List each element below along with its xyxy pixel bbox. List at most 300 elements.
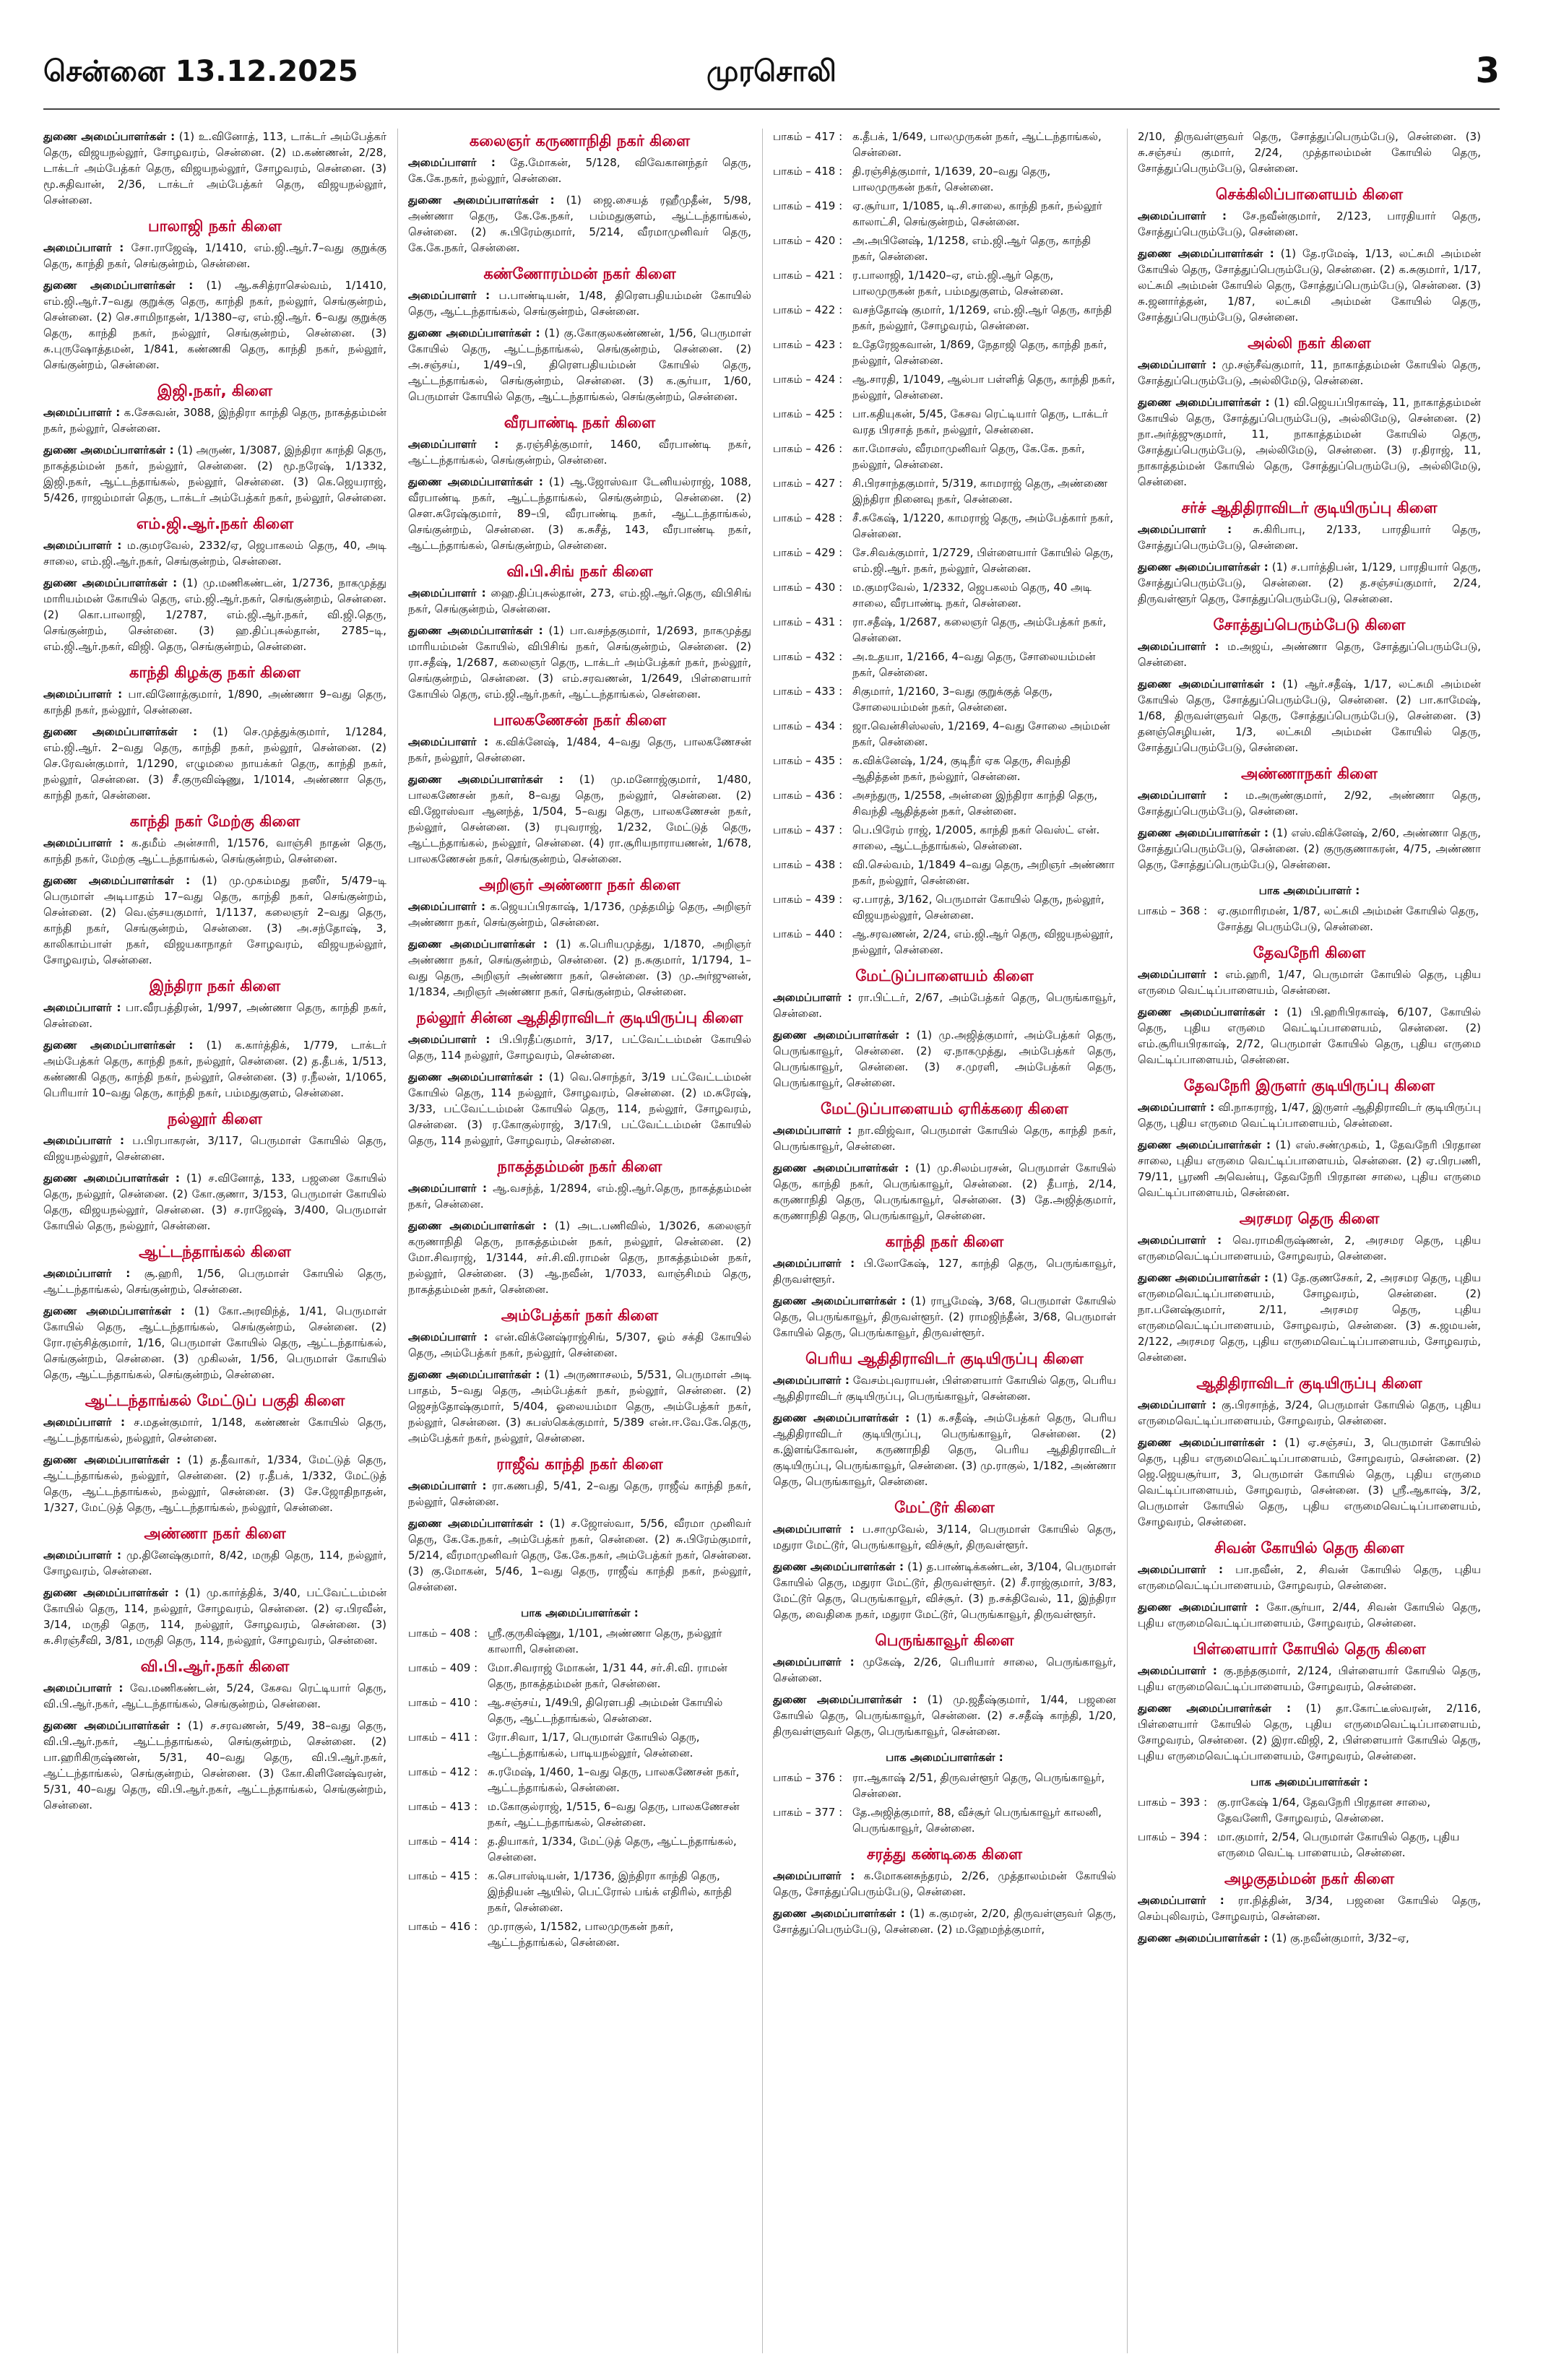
booth-number: பாகம் – 419 : xyxy=(773,199,843,212)
role-label: அமைப்பாளர் : xyxy=(1138,1398,1216,1411)
member-entry xyxy=(43,1133,386,1164)
member-details: (1) க.கார்த்திக், 1/779, டாக்டர் அம்பேத்கர் தெரு, காந்தி நகர், நல்லூர், சென்னை. (2) த.தீபக், 1/513, கண்ணகி தெரு, காந்தி நகர், நல்லூர், சென்னை. (3) ர.நீலன், 1/1065, பெரியார் 10–வது தெரு, காந்தி நகர், பம்மதுகுளம், சென்னை. xyxy=(43,1039,386,1099)
branch-section xyxy=(408,877,751,1000)
member-details: ப.சாமுவேல், 3/114, பெருமாள் கோயில் தெரு, மதுரா மேட்டூர், பெருங்காவூர், விச்சூர், திருவள்ளூர். xyxy=(773,1523,1116,1552)
member-entry xyxy=(408,1515,751,1595)
member-entry xyxy=(408,1367,751,1446)
branch-title: அம்பேத்கர் நகர் கிளை xyxy=(501,1307,659,1324)
booth-row xyxy=(773,649,1116,680)
member-entry xyxy=(1138,394,1481,490)
booth-number: பாகம் – 433 : xyxy=(773,685,843,698)
member-details: பி.பிரதீப்குமார், 3/17, பட்வேட்டம்மன் கோயில் தெரு, 114 நல்லூர், சோழவரம், சென்னை. xyxy=(408,1033,751,1062)
branch-title: செக்கிலிப்பாளையம் கிளை xyxy=(1215,186,1404,203)
branch-title: கண்ணோரம்மன் நகர் கிளை xyxy=(483,265,676,282)
booth-row xyxy=(773,337,1116,368)
booth-number: பாகம் – 376 : xyxy=(773,1771,843,1784)
branch-section xyxy=(773,968,1116,1091)
branch-section xyxy=(1138,1871,1481,1946)
booth-row xyxy=(773,475,1116,507)
member-details: (1) செ.முத்துக்குமார், 1/1284, எம்.ஜி.ஆர். 2–வது தெரு, காந்தி நகர், நல்லூர், சென்னை. (2) செ.ரேவன்குமார், 1/1290, எழுமலை நாயக்கர் தெரு, காந்தி நகர், நல்லூர், சென்னை. (3) சீ.குருவிஷ்ணு, 1/1014, அண்ணா தெரு, காந்தி நகர், சென்னை. xyxy=(43,725,386,802)
branch-section xyxy=(773,1234,1116,1341)
member-entry xyxy=(43,1718,386,1813)
booth-details: ர.பாலாஜி, 1/1420–ஏ, எம்.ஜி.ஆர் தெரு, பாலமுருகன் நகர், பம்மதுகுளம், சென்னை. xyxy=(852,269,1064,298)
role-label: துணை அமைப்பாளர்கள் : xyxy=(43,1039,194,1052)
booth-row xyxy=(773,302,1116,334)
role-label: அமைப்பாளர் : xyxy=(43,688,123,701)
column-divider xyxy=(397,129,398,2353)
booth-row xyxy=(773,579,1116,611)
member-details: (1) ஏ.சஞ்சய், 3, பெருமாள் கோயில் தெரு, புதிய எருமைவெட்டிப்பாளையம், சோழவரம், சென்னை. (2) ஜெ.ஜெயசூர்யா, 3, பெருமாள் கோயில் தெரு, புதிய எருமை வெட்டிப்பாளையம், சோழவரம், சென்னை. (3) ஸ்ரீ.ஆகாஷ், 3/2, பெருமாள் கோயில் தெரு, புதிய எருமைவெட்டிப்பாளையம், சோழவரம், சென்னை. xyxy=(1138,1436,1481,1528)
branch-title: மேட்டுப்பாளையம் ஏரிக்கரை கிளை xyxy=(821,1100,1068,1117)
member-entry xyxy=(408,899,751,930)
role-label: துணை அமைப்பாளர்கள் : xyxy=(408,1368,540,1381)
member-entry xyxy=(408,325,751,404)
member-details: கு.நந்தகுமார், 2/124, பிள்ளையார் கோயில் தெரு, புதிய எருமைவெட்டிப்பாளையம், சோழவரம், சென்னை. xyxy=(1138,1664,1481,1693)
member-details: க.சேசுவன், 3088, இந்திரா காந்தி தெரு, நாகத்தம்மன் நகர், நல்லூர், சென்னை. xyxy=(43,406,386,435)
branch-title: பிள்ளையார் கோயில் தெரு கிளை xyxy=(1193,1640,1426,1658)
role-label: அமைப்பாளர் : xyxy=(408,289,490,302)
role-label: துணை அமைப்பாளர்கள் : xyxy=(1138,826,1268,839)
member-entry xyxy=(1138,129,1481,176)
booth-row xyxy=(1138,1794,1481,1826)
booth-number: பாகம் – 440 : xyxy=(773,927,843,940)
branch-title: ஆட்டந்தாங்கல் கிளை xyxy=(139,1243,291,1260)
role-label: துணை அமைப்பாளர்கள் : xyxy=(43,1586,179,1599)
booth-number: பாகம் – 418 : xyxy=(773,165,843,178)
member-entry xyxy=(408,623,751,702)
branch-section xyxy=(1138,766,1481,873)
member-entry xyxy=(408,155,751,186)
role-label: துணை அமைப்பாளர்கள் : xyxy=(408,194,555,207)
member-details: (1) ச.சரவணன், 5/49, 38–வது தெரு, வி.பி.ஆர்.நகர், ஆட்டந்தாங்கல், செங்குன்றம், சென்னை. (2) பா.ஹரிகிருஷ்ணன், 5/31, 40–வது தெரு, வி.பி.ஆர்.நகர், ஆட்டந்தாங்கல், செங்குன்றம், சென்னை. (3) கோ.கிளினேஷ்வரன், 5/31, 40–வது தெரு, வி.பி.ஆர்.நகர், ஆட்டந்தாங்கல், செங்குன்றம், சென்னை. xyxy=(43,1719,386,1812)
booth-number: பாகம் – 420 : xyxy=(773,234,843,247)
member-entry xyxy=(43,537,386,569)
branch-title: அறிஞர் அண்ணா நகர் கிளை xyxy=(479,876,680,893)
role-label: துணை அமைப்பாளர்கள் : xyxy=(773,1693,917,1706)
member-details: (1) த.பாண்டிக்கண்டன், 3/104, பெருமாள் கோயில் தெரு, மதுரா மேட்டூர், திருவள்ளூர். (2) சீ.ராஜ்குமார், 3/83, மேட்டூர் தெரு, பெருங்காவூர், விச்சூர். (3) ந.சக்திவேல், 11, இந்திரா தெரு, வைதிகை நகர், மதுரா மேட்டூர், பெருங்காவூர், திருவள்ளூர். xyxy=(773,1560,1116,1621)
booth-row xyxy=(773,371,1116,403)
member-details: (1) அட.பணிவில், 1/3026, கலைஞர் கருணாநிதி தெரு, நாகத்தம்மன் நகர், நல்லூர், சென்னை. (2) மோ.சிவராஜ், 1/3144, சர்.சி.வி.ராமன் தெரு, நாகத்தம்மன் நகர், நல்லூர், சென்னை. (3) ஆ.நவீன், 1/7033, வாஞ்சிமம் தெரு, நாகத்தம்மன் நகர், சென்னை. xyxy=(408,1219,751,1296)
member-entry xyxy=(773,1372,1116,1404)
column-divider xyxy=(1127,129,1128,2353)
role-label: துணை அமைப்பாளர்கள் : xyxy=(773,1161,909,1174)
booth-details: கா.மோசஸ், வீரமாமுனிவர் தெரு, கே.கே. நகர், நல்லூர், சென்னை. xyxy=(852,442,1085,471)
member-entry xyxy=(1138,1397,1481,1429)
member-entry xyxy=(773,1160,1116,1224)
member-details: 2/10, திருவள்ளுவர் தெரு, சோத்துப்பெரும்பேடு, சென்னை. (3) சு.சஞ்சய் குமார், 2/24, முத்தாலம்மன் கோயில் தெரு, சோத்துப்பெரும்பேடு, சென்னை. xyxy=(1138,130,1481,175)
branch-section xyxy=(408,1010,751,1148)
member-details: பா.நவீன், 2, சிவன் கோயில் தெரு, புதிய எருமைவெட்டிப்பாளையம், சோழவரம், சென்னை. xyxy=(1138,1563,1481,1592)
booth-row xyxy=(773,545,1116,576)
member-details: (1) தே.குணசேகர், 2, அரசமர தெரு, புதிய எருமைவெட்டிப்பாளையம், சோழவரம், சென்னை. (2) நா.பனேஷ்குமார், 2/11, அரசமர தெரு, புதிய எருமைவெட்டிப்பாளையம், சோழவரம், சென்னை. (3) சு.ஜமயன், 2/122, அரசமர தெரு, புதிய எருமைவெட்டிப்பாளையம், சோழவரம், சென்னை. xyxy=(1138,1271,1481,1364)
booth-details: ஜா.வென்சிஸ்லஸ், 1/2169, 4–வது சோலை அம்மன் நகர், சென்னை. xyxy=(852,719,1110,748)
role-label: அமைப்பாளர் : xyxy=(43,241,124,254)
branch-section xyxy=(408,415,751,553)
member-entry xyxy=(773,1521,1116,1553)
role-label: துணை அமைப்பாளர்கள் : xyxy=(1138,678,1276,691)
branch-section xyxy=(408,1307,751,1446)
booth-details: ஏ.பாரத், 3/162, பெருமாள் கோயில் தெரு, நல்லூர், விஜயநல்லூர், சென்னை. xyxy=(852,893,1105,922)
booth-details: பெ.பிரேம் ராஜ், 1/2005, காந்தி நகர் வெஸ்ட் என். சாலை, ஆட்டந்தாங்கல், சென்னை. xyxy=(852,823,1100,852)
role-label: துணை அமைப்பாளர்கள் : xyxy=(773,1411,910,1424)
branch-section xyxy=(43,813,386,968)
column-2 xyxy=(408,129,751,1960)
member-entry xyxy=(43,1547,386,1579)
member-entry xyxy=(408,287,751,319)
branch-section xyxy=(43,1393,386,1515)
booth-details: க.தீபக், 1/649, பாலமுருகன் நகர், ஆட்டந்தாங்கல், சென்னை. xyxy=(852,130,1102,159)
member-entry xyxy=(408,192,751,256)
member-details: பா.வினோத்குமார், 1/890, அண்ணா 9–வது தெரு, காந்தி நகர், நல்லூர், சென்னை. xyxy=(43,688,386,717)
role-label: அமைப்பாளர் : xyxy=(773,1124,852,1137)
member-details: தே.மோகன், 5/128, விவேகானந்தர் தெரு, கே.கே.நகர், நல்லூர், சென்னை. xyxy=(408,156,751,185)
member-entry xyxy=(1138,1137,1481,1200)
role-label: அமைப்பாளர் : xyxy=(408,1033,490,1046)
role-label: துணை அமைப்பாளர்கள் : xyxy=(1138,1931,1268,1944)
booth-row xyxy=(408,1729,751,1761)
booth-number: பாகம் – 429 : xyxy=(773,546,843,559)
booth-details: ஆ.சரவணன், 2/24, எம்.ஜி.ஆர் தெரு, விஜயநல்லூர், நல்லூர், சென்னை. xyxy=(852,927,1114,956)
role-label: அமைப்பாளர் : xyxy=(43,1134,125,1147)
member-details: க.ஜெயப்பிரகாஷ், 1/1736, முத்தமிழ் தெரு, அறிஞர் அண்ணா நகர், செங்குன்றம், சென்னை. xyxy=(408,900,751,929)
role-label: துணை அமைப்பாளர்கள் : xyxy=(1138,1271,1269,1284)
branch-section xyxy=(773,1846,1116,1937)
member-details: க.தமீம் அன்சாரி, 1/1576, வாஞ்சி நாதன் தெரு, காந்தி நகர், மேற்கு ஆட்டந்தாங்கல், செங்குன்றம், சென்னை. xyxy=(43,836,386,865)
member-entry xyxy=(408,1069,751,1148)
member-entry xyxy=(773,990,1116,1021)
role-label: துணை அமைப்பாளர்கள் : xyxy=(1138,1138,1271,1151)
subheading: பாக அமைப்பாளர்கள் : xyxy=(1250,1775,1368,1788)
branch-title: ஆதிதிராவிடர் குடியிருப்பு கிளை xyxy=(1196,1375,1422,1392)
subheading: பாக அமைப்பாளர் : xyxy=(1258,884,1360,897)
branch-section xyxy=(1138,335,1481,490)
booth-row xyxy=(408,1625,751,1657)
branch-section xyxy=(1138,945,1481,1068)
booth-number: பாகம் – 439 : xyxy=(773,893,843,906)
branch-section xyxy=(773,1749,1116,1836)
booth-number: பாகம் – 432 : xyxy=(773,650,843,663)
role-label: துணை அமைப்பாளர்கள் : xyxy=(408,326,540,339)
branch-title: சிவன் கோயில் தெரு கிளை xyxy=(1214,1539,1404,1557)
booth-number: பாகம் – 428 : xyxy=(773,511,843,524)
member-details: வே.மணிகண்டன், 5/24, கேசவ ரெட்டியார் தெரு, வி.பி.ஆர்.நகர், ஆட்டந்தாங்கல், செங்குன்றம், சென்னை. xyxy=(43,1682,386,1710)
member-details: (1) மு.கார்த்திக், 3/40, பட்வேட்டம்மன் கோயில் தெரு, 114, நல்லூர், சோழவரம், சென்னை. (2) ஏ.பிரவீன், 3/14, மருதி தெரு, 114, நல்லூர், சோழவரம், சென்னை. (3) சு.சிரஞ்சீவி, 3/81, மருதி தெரு, 114, நல்லூர், சோழவரம், சென்னை. xyxy=(43,1586,386,1647)
member-details: முகேஷ், 2/26, பெரியார் சாலை, பெருங்காவூர், சென்னை. xyxy=(773,1656,1116,1684)
branch-title: எம்.ஜி.ஆர்.நகர் கிளை xyxy=(136,515,294,532)
column-1 xyxy=(43,129,386,1823)
role-label: துணை அமைப்பாளர்கள் : xyxy=(408,773,563,786)
role-label: துணை அமைப்பாளர்கள் : xyxy=(43,279,194,292)
role-label: அமைப்பாளர் : xyxy=(1138,1894,1224,1907)
member-entry xyxy=(773,1692,1116,1739)
booth-details: ம.குமரவேல், 1/2332, ஜெபகலம் தெரு, 40 அடி சாலை, வீரபாண்டி நகர், சென்னை. xyxy=(852,581,1092,610)
member-entry xyxy=(1138,1270,1481,1365)
branch-title: பெருங்காவூர் கிளை xyxy=(875,1632,1014,1649)
role-label: அமைப்பாளர் : xyxy=(1138,968,1219,981)
booth-details: பா.கதியுகன், 5/45, கேசவ ரெட்டியார் தெரு, டாக்டர் வரத பிரசாத் நகர், நல்லூர், சென்னை. xyxy=(852,407,1108,436)
role-label: துணை அமைப்பாளர்கள் : xyxy=(1138,561,1268,574)
role-label: அமைப்பாளர் : xyxy=(1138,1563,1224,1576)
branch-section xyxy=(408,1605,751,1950)
branch-section xyxy=(1138,186,1481,325)
member-entry xyxy=(773,1905,1116,1937)
branch-title: அண்ணாநகர் கிளை xyxy=(1241,765,1378,782)
branch-section xyxy=(408,1456,751,1595)
member-entry xyxy=(408,734,751,766)
member-entry xyxy=(408,936,751,1000)
branch-section xyxy=(43,978,386,1101)
role-label: அமைப்பாளர் : xyxy=(773,1257,855,1270)
role-label: அமைப்பாளர் : xyxy=(773,1656,855,1669)
page-number: 3 xyxy=(1475,51,1500,91)
member-entry xyxy=(43,240,386,272)
booth-row xyxy=(408,1764,751,1796)
member-entry xyxy=(408,585,751,617)
booth-details: தி.ரஞ்சித்குமார், 1/1639, 20–வது தெரு, பாலமுருகன் நகர், சென்னை. xyxy=(852,165,1051,194)
booth-number: பாகம் – 408 : xyxy=(408,1627,478,1640)
member-details: சே.நவீன்குமார், 2/123, பாரதியார் தெரு, சோத்துப்பெரும்பேடு, சென்னை. xyxy=(1138,209,1481,238)
member-details: சு.கிரிபாபு, 2/133, பாரதியார் தெரு, சோத்துப்பெரும்பேடு, சென்னை. xyxy=(1138,523,1481,552)
member-entry xyxy=(408,436,751,468)
booth-row xyxy=(773,926,1116,958)
member-entry xyxy=(43,873,386,968)
booth-number: பாகம் – 416 : xyxy=(408,1920,478,1933)
member-entry xyxy=(1138,1562,1481,1593)
member-details: மு.சஞ்சீவ்குமார், 11, நாகாத்தம்மன் கோயில் தெரு, சோத்துப்பெரும்பேடு, அல்லிமேடு, சென்னை. xyxy=(1138,358,1481,387)
member-details: ச.மதன்குமார், 1/148, கண்ணன் கோயில் தெரு, ஆட்டந்தாங்கல், நல்லூர், சென்னை. xyxy=(43,1416,386,1445)
member-entry xyxy=(1138,1232,1481,1264)
role-label: துணை அமைப்பாளர்கள் : xyxy=(773,1029,910,1042)
branch-title: அரசமர தெரு கிளை xyxy=(1239,1210,1380,1227)
booth-row xyxy=(1138,903,1481,935)
member-details: (1) மு.மனோஜ்குமார், 1/480, பாலகணேசன் நகர், 8–வது தெரு, நல்லூர், சென்னை. (2) வி.ஜோஸ்வா ஆனந்த், 1/504, 5–வது தெரு, பாலகணேசன் நகர், நல்லூர், சென்னை. (3) ரபுவராஜ், 1/232, மேட்டுத் தெரு, ஆட்டந்தாங்கல், நல்லூர், சென்னை. (4) ரா.சூரியநாராயணன், 1/678, பாலகணேசன் நகர், செங்குன்றம், சென்னை. xyxy=(408,773,751,865)
member-entry xyxy=(43,835,386,867)
role-label: துணை அமைப்பாளர்கள் : xyxy=(408,1517,544,1530)
branch-title: ஆட்டந்தாங்கல் மேட்டுப் பகுதி கிளை xyxy=(85,1392,345,1409)
member-entry xyxy=(408,1180,751,1212)
branch-section xyxy=(1138,617,1481,756)
branch-title: இஜி.நகர், கிளை xyxy=(157,382,272,399)
member-entry xyxy=(1138,639,1481,670)
branch-section xyxy=(773,129,1116,958)
branch-title: கலைஞர் கருணாநிதி நகர் கிளை xyxy=(469,132,691,150)
role-label: அமைப்பாளர் : xyxy=(43,1416,126,1429)
booth-details: வி.செல்வம், 1/1849 4–வது தெரு, அறிஞர் அண்ணா நகர், நல்லூர், சென்னை. xyxy=(852,858,1115,887)
branch-section xyxy=(773,1101,1116,1224)
member-details: (1) த.தீவாகர், 1/334, மேட்டுத் தெரு, ஆட்டந்தாங்கல், நல்லூர், சென்னை. (2) ர.தீபக், 1/332, மேட்டுத் தெரு, ஆட்டந்தாங்கல், நல்லூர், சென்னை. (3) சே.ஜோதிநாதன், 1/327, மேட்டுத் தெரு, ஆட்டந்தாங்கல், நல்லூர், சென்னை. xyxy=(43,1453,386,1514)
member-entry xyxy=(1138,522,1481,553)
booth-details: ஆ.சஞ்சய், 1/49பி, திரௌபதி அம்மன் கோயில் தெரு, ஆட்டந்தாங்கல், சென்னை. xyxy=(488,1696,723,1725)
header-rule xyxy=(43,108,1500,110)
role-label: துணை அமைப்பாளர்கள் : xyxy=(43,1719,181,1732)
booth-number: பாகம் – 411 : xyxy=(408,1731,478,1744)
member-entry xyxy=(1138,208,1481,240)
role-label: அமைப்பாளர் : xyxy=(43,1267,131,1280)
member-details: (1) ச.ஜோஸ்வா, 5/56, வீரமா முனிவர் தெரு, கே.கே.நகர், அம்பேத்கர் நகர், சென்னை. (2) சு.பிரேம்குமார், 5/214, வீரமாமுனிவர் தெரு, கே.கே.நகர், அம்பேத்கர் நகர், சென்னை. (3) கு.மோகன், 5/46, 1–வது தெரு, ராஜீவ் காந்தி நகர், நல்லூர், சென்னை. xyxy=(408,1517,751,1593)
booth-number: பாகம் – 412 : xyxy=(408,1765,478,1778)
member-details: ரா.கணபதி, 5/41, 2–வது தெரு, ராஜீவ் காந்தி நகர், நல்லூர், சென்னை. xyxy=(408,1479,751,1508)
branch-section xyxy=(408,563,751,702)
branch-title: அண்ணா நகர் கிளை xyxy=(144,1525,286,1542)
member-details: ரா.பிட்டர், 2/67, அம்பேத்கர் தெரு, பெருங்காவூர், சென்னை. xyxy=(773,991,1116,1020)
member-details: (1) கு.கோகுலகண்ணன், 1/56, பெருமாள் கோயில் தெரு, ஆட்டந்தாங்கல், செங்குன்றம், சென்னை. (2) அ.சஞ்சய், 1/49–பி, திரௌபதியம்மன் கோயில் தெரு, ஆட்டந்தாங்கல், செங்குன்றம், சென்னை. (3) க.சூர்யா, 1/60, பெருமாள் கோயில் தெரு, ஆட்டந்தாங்கல், செங்குன்றம், சென்னை. xyxy=(408,326,751,403)
booth-row xyxy=(773,718,1116,750)
member-details: (1) தா.கோட்டீஸ்வரன், 2/116, பிள்ளையார் கோயில் தெரு, புதிய எருமைவெட்டிப்பாளையம், சோழவரம், சென்னை. (2) இரா.விஜி, 2, பிள்ளையார் கோயில் தெரு, புதிய எருமைவெட்டிப்பாளையம், சோழவரம், சென்னை. xyxy=(1138,1702,1481,1762)
member-details: (1) மு.முகம்மது நஸீர், 5/479–டி பெருமாள் அடிபாதம் 17–வது தெரு, காந்தி நகர், செங்குன்றம், சென்னை. (2) வெ.ஞ்சயகுமார், 1/1137, கலைஞர் 2–வது தெரு, காந்தி நகர், செங்குன்றம், சென்னை. (3) அ.சந்தோஷ், 3, காலிகாம்பாள் நகர், விஜயகாநாதர் சோழவரம், விஜயநல்லூர், சோழவரம், சென்னை. xyxy=(43,874,386,966)
member-details: பா.வீரபத்திரன், 1/997, அண்ணா தெரு, காந்தி நகர், சென்னை. xyxy=(43,1001,386,1030)
booth-details: சு.ரமேஷ், 1/460, 1–வது தெரு, பாலகணேசன் நகர், ஆட்டந்தாங்கல், சென்னை. xyxy=(488,1765,740,1794)
branch-title: ராஜீவ் காந்தி நகர் கிளை xyxy=(496,1455,663,1473)
member-entry xyxy=(408,1031,751,1063)
branch-title: நாகத்தம்மன் நகர் கிளை xyxy=(497,1158,662,1175)
role-label: துணை அமைப்பாளர்கள் : xyxy=(1138,1005,1279,1018)
booth-number: பாகம் – 430 : xyxy=(773,581,843,594)
member-details: சோ.ராஜேஷ், 1/1410, எம்.ஜி.ஆர்.7–வது குறுக்கு தெரு, காந்தி நகர், செங்குன்றம், சென்னை. xyxy=(43,241,386,270)
booth-row xyxy=(773,614,1116,646)
member-entry xyxy=(43,1680,386,1712)
member-entry xyxy=(43,277,386,373)
branch-section xyxy=(1138,500,1481,607)
booth-number: பாகம் – 414 : xyxy=(408,1835,478,1848)
role-label: அமைப்பாளர் : xyxy=(43,1001,121,1014)
booth-number: பாகம் – 421 : xyxy=(773,269,843,282)
booth-details: ஏ.சூர்யா, 1/1085, டி.சி.சாலை, காந்தி நகர், நல்லூர் காலாட்சி, செங்குன்றம், சென்னை. xyxy=(852,199,1102,228)
role-label: துணை அமைப்பாளர்கள் : xyxy=(773,1907,905,1920)
member-details: ம.அருண்குமார், 2/92, அண்ணா தெரு, சோத்துப்பெரும்பேடு, சென்னை. xyxy=(1138,789,1481,818)
member-entry xyxy=(43,1000,386,1031)
member-details: (1) ச.வினோத், 133, பஜனை கோயில் தெரு, நல்லூர், சென்னை. (2) கோ.குணா, 3/153, பெருமாள் கோயில் தெரு, விஜயநல்லூர், சென்னை. (3) ச.ராஜேஷ், 3/400, பெருமாள் கோயில் தெரு, நல்லூர், சென்னை. xyxy=(43,1172,386,1232)
member-entry xyxy=(1138,1435,1481,1530)
branch-title: காந்தி நகர் கிளை xyxy=(885,1233,1004,1250)
member-details: கு.பிரசாந்த், 3/24, பெருமாள் கோயில் தெரு, புதிய எருமைவெட்டிப்பாளையம், சோழவரம், சென்னை. xyxy=(1138,1398,1481,1427)
member-entry xyxy=(43,442,386,506)
role-label: அமைப்பாளர் : xyxy=(1138,1664,1217,1677)
role-label: அமைப்பாளர் : xyxy=(1138,1101,1215,1114)
role-label: துணை அமைப்பாளர்கள் : xyxy=(1138,1702,1292,1715)
member-entry xyxy=(43,1170,386,1234)
role-label: துணை அமைப்பாளர்கள் : xyxy=(43,1172,180,1185)
member-entry xyxy=(1138,825,1481,873)
member-entry xyxy=(1138,1892,1481,1924)
branch-title: சர்ச் ஆதிதிராவிடர் குடியிருப்பு கிளை xyxy=(1181,499,1438,516)
member-details: (1) ஆ.ஜோஸ்வா டேனியல்ராஜ், 1088, வீரபாண்டி நகர், ஆட்டந்தாங்கல், செங்குன்றம், சென்னை. (2) சௌ.சுரேஷ்குமார், 89–பி, வீரபாண்டி நகர், ஆட்டந்தாங்கல், செங்குன்றம், சென்னை. (3) க.சுசீத், 143, வீரபாண்டி நகர், ஆட்டந்தாங்கல், செங்குன்றம், சென்னை. xyxy=(408,475,751,552)
role-label: அமைப்பாளர் : xyxy=(1138,523,1232,536)
member-details: மு.தினேஷ்குமார், 8/42, மருதி தெரு, 114, நல்லூர், சோழவரம், சென்னை. xyxy=(43,1549,386,1578)
booth-details: ஏ.குமாரிரமன், 1/87, லட்சுமி அம்மன் கோயில் தெரு, சோத்து பெரும்பேடு, சென்னை. xyxy=(1217,904,1479,933)
role-label: துணை அமைப்பாளர் : xyxy=(1138,1601,1260,1614)
booth-row xyxy=(408,1799,751,1830)
member-details: சூ.ஹரி, 1/56, பெருமாள் கோயில் தெரு, ஆட்டந்தாங்கல், செங்குன்றம், சென்னை. xyxy=(43,1267,386,1296)
member-details: கோ.சூர்யா, 2/44, சிவன் கோயில் தெரு, புதிய எருமைவெட்டிப்பாளையம், சோழவரம், சென்னை. xyxy=(1138,1601,1481,1630)
role-label: துணை அமைப்பாளர்கள் : xyxy=(1138,1436,1277,1449)
role-label: துணை அமைப்பாளர்கள் : xyxy=(408,938,548,951)
booth-row xyxy=(773,267,1116,299)
booth-row xyxy=(773,891,1116,923)
booth-details: தே.அஜித்குமார், 88, வீச்சூர் பெருங்காவூர் காலனி, பெருங்காவூர், சென்னை. xyxy=(852,1806,1102,1835)
booth-details: ஆ.சாரதி, 1/1049, ஆல்பா பள்ளித் தெரு, காந்தி நகர், நல்லூர், சென்னை. xyxy=(852,373,1115,402)
branch-title: மேட்டூர் கிளை xyxy=(894,1499,995,1516)
role-label: துணை அமைப்பாளர்கள் : xyxy=(773,1560,904,1573)
booth-details: சீ.சுகேஷ், 1/1220, காமராஜ் தெரு, அம்பேத்கார் நகர், சென்னை. xyxy=(852,511,1114,540)
branch-section xyxy=(408,133,751,256)
member-entry xyxy=(1138,559,1481,607)
branch-title: பெரிய ஆதிதிராவிடர் குடியிருப்பு கிளை xyxy=(805,1350,1084,1367)
member-details: என்.விக்னேஷ்ராஜ்சிங், 5/307, ஓம் சக்தி கோயில் தெரு, அம்பேத்கர் நகர், நல்லூர், சென்னை. xyxy=(408,1330,751,1359)
member-details: ம.அஜய், அண்ணா தெரு, சோத்துப்பெரும்பேடு, சென்னை. xyxy=(1138,640,1481,669)
member-details: வெ.ராமகிருஷ்ணன், 2, அரசமர தெரு, புதிய எருமைவெட்டிப்பாளையம், சோழவரம், சென்னை. xyxy=(1138,1234,1481,1263)
member-entry xyxy=(773,1410,1116,1489)
booth-details: மா.குமார், 2/54, பெருமாள் கோயில் தெரு, புதிய எருமை வெட்டி பாளையம், சென்னை. xyxy=(1217,1830,1460,1859)
member-details: (1) ஜை.சையத் ரஹீமுதீன், 5/98, அண்ணா தெரு, கே.கே.நகர், பம்மதுகுளம், ஆட்டந்தாங்கல், சென்னை. (2) சு.பிரேம்குமார், 5/214, வீரமாமுனிவர் தெரு, கே.கே.நகர், சென்னை. xyxy=(408,194,751,254)
member-entry xyxy=(43,575,386,654)
member-entry xyxy=(773,1654,1116,1686)
member-entry xyxy=(408,771,751,867)
member-entry xyxy=(43,1452,386,1515)
member-entry xyxy=(1138,1599,1481,1631)
booth-row xyxy=(408,1695,751,1726)
branch-section xyxy=(1138,1641,1481,1764)
role-label: துணை அமைப்பாளர்கள் : xyxy=(43,130,176,143)
role-label: துணை அமைப்பாளர்கள் : xyxy=(43,1304,186,1317)
booth-number: பாகம் – 415 : xyxy=(408,1869,478,1882)
booth-number: பாகம் – 424 : xyxy=(773,373,843,386)
branch-section xyxy=(1138,1774,1481,1861)
role-label: துணை அமைப்பாளர்கள் : xyxy=(43,1453,181,1466)
column-divider xyxy=(762,129,763,2353)
member-details: (1) பி.ஹரிபிரகாஷ், 6/107, கோயில் தெரு, புதிய எருமை வெட்டிப்பாளையம், சென்னை. (2) எம்.சூரியபிரகாஷ், 2/72, பெருமாள் கோயில் தெரு, புதிய எருமை வெட்டிப்பாளையம், சென்னை. xyxy=(1138,1005,1481,1066)
role-label: அமைப்பாளர் : xyxy=(43,406,121,419)
booth-details: க.விக்னேஷ், 1/24, குடிநீர் ஏக தெரு, சிவந்தி ஆதித்தன் நகர், நல்லூர், சென்னை. xyxy=(852,754,1071,783)
member-entry xyxy=(1138,966,1481,998)
member-details: நா.விஜ்வா, பெருமாள் கோயில் தெரு, காந்தி நகர், பெருங்காவூர், சென்னை. xyxy=(773,1124,1116,1153)
role-label: அமைப்பாளர் : xyxy=(43,539,122,552)
role-label: அமைப்பாளர் : xyxy=(408,900,486,913)
branch-title: தேவநேரி கிளை xyxy=(1253,944,1366,961)
member-entry xyxy=(1138,1700,1481,1764)
role-label: துணை அமைப்பாளர்கள் : xyxy=(1138,247,1274,260)
booth-details: சி.பிரசாந்தகுமார், 5/319, காமராஜ் தெரு, அண்ணை இந்திரா நினைவு நகர், சென்னை. xyxy=(852,477,1108,506)
booth-details: ரா.சதீஷ், 1/2687, கலைஞர் தெரு, அம்பேத்கர் நகர், சென்னை. xyxy=(852,615,1107,644)
member-details: ப.பிரபாகரன், 3/117, பெருமாள் கோயில் தெரு, விஜயநல்லூர், சென்னை. xyxy=(43,1134,386,1163)
booth-row xyxy=(773,441,1116,472)
member-entry xyxy=(43,686,386,718)
booth-details: மு.ராகுல், 1/1582, பாலமுருகன் நகர், ஆட்டந்தாங்கல், சென்னை. xyxy=(488,1920,674,1949)
branch-section xyxy=(43,1526,386,1648)
booth-details: அ.அபினேஷ், 1/1258, எம்.ஜி.ஆர் தெரு, காந்தி நகர், சென்னை. xyxy=(852,234,1091,263)
member-details: க.மோகனசுந்தரம், 2/26, முத்தாலம்மன் கோயில் தெரு, சோத்துப்பெரும்பேடு, சென்னை. xyxy=(773,1869,1116,1898)
branch-title: நல்லூர் சின்ன ஆதிதிராவிடர் குடியிருப்பு கிளை xyxy=(416,1009,743,1026)
branch-section xyxy=(408,1159,751,1297)
booth-details: உதேரேஜகவான், 1/869, நேதாஜி தெரு, காந்தி நகர், நல்லூர், சென்னை. xyxy=(852,338,1107,367)
role-label: துணை அமைப்பாளர்கள் : xyxy=(43,443,174,456)
member-details: (1) அருணாசலம், 5/531, பெருமாள் அடி பாதம், 5–வது தெரு, அம்பேத்கர் நகர், நல்லூர், சென்னை. (2) ஜெசந்தோஷ்குமார், 5/404, ஓலையம்மா தெரு, அம்பேத்கர் நகர், நல்லூர், சென்னை. (3) சுபஸ்கெக்குமார், 5/389 என்.ஈ.வே.கே.தெரு, அம்பேத்கர் நகர், நல்லூர், சென்னை. xyxy=(408,1368,751,1445)
booth-number: பாகம் – 377 : xyxy=(773,1806,843,1819)
member-entry xyxy=(773,1868,1116,1900)
member-details: ம.குமரவேல், 2332/ஏ, ஜெபாகலம் தெரு, 40, அடி சாலை, எம்.ஜி.ஆர்.நகர், செங்குன்றம், சென்னை. xyxy=(43,539,386,568)
role-label: அமைப்பாளர் : xyxy=(1138,358,1216,371)
branch-section xyxy=(1138,883,1481,935)
booth-details: வசந்தோஷ் குமார், 1/1269, எம்.ஜி.ஆர் தெரு, காந்தி நகர், நல்லூர், சோழவரம், சென்னை. xyxy=(852,303,1112,332)
booth-number: பாகம் – 417 : xyxy=(773,130,843,143)
role-label: அமைப்பாளர் : xyxy=(773,991,852,1004)
member-entry xyxy=(43,1414,386,1446)
booth-details: ரா.ஆகாஷ் 2/51, திருவள்ளூர் தெரு, பெருங்காவூர், சென்னை. xyxy=(852,1771,1105,1800)
member-entry xyxy=(43,1585,386,1648)
role-label: அமைப்பாளர் : xyxy=(408,735,488,748)
booth-number: பாகம் – 435 : xyxy=(773,754,843,767)
role-label: துணை அமைப்பாளர்கள் : xyxy=(408,624,543,637)
member-details: வேசம்புவராயன், பிள்ளையார் கோயில் தெரு, பெரிய ஆதிதிராவிடர் குடியிருப்பு, பெருங்காவூர், சென்னை. xyxy=(773,1374,1116,1403)
